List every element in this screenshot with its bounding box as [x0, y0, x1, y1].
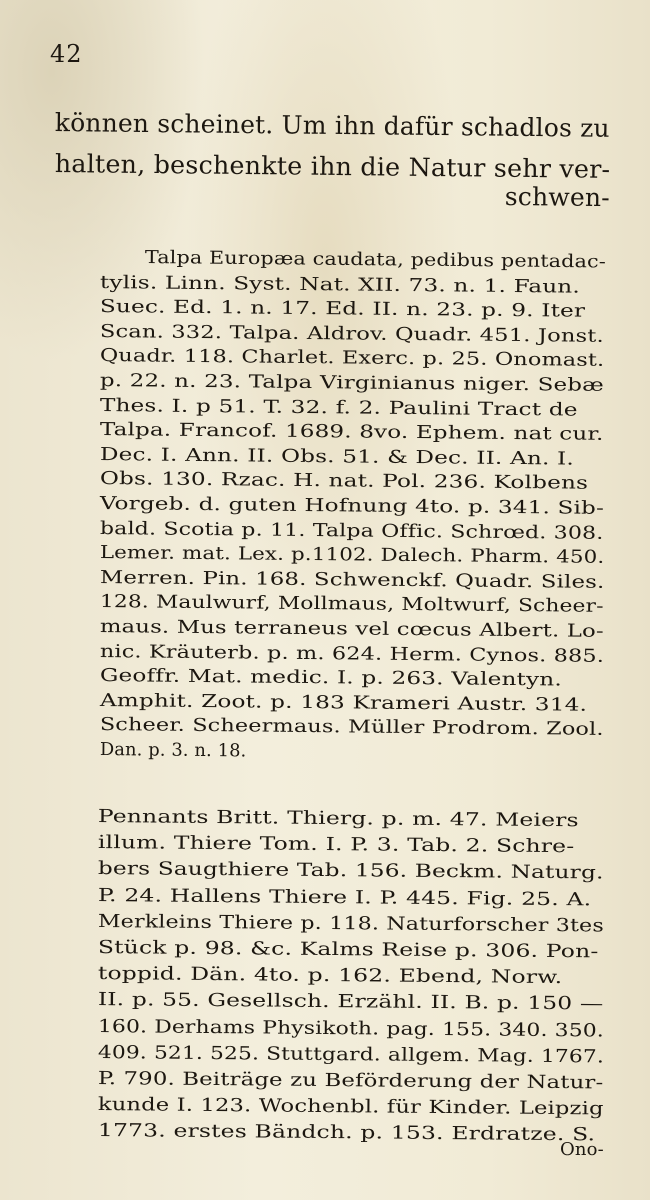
- main-text-line: können scheinet. Um ihn dafür schadlos zu: [54, 108, 610, 143]
- main-text-line: schwen-: [504, 182, 611, 213]
- footnote-line: Lemer. mat. Lex. p.1102. Dalech. Pharm. 450.: [99, 542, 605, 569]
- footnote-line: Vorgeb. d. guten Hofnung 4to. p. 341. Sib-: [99, 493, 605, 519]
- footnote-line: Obs. 130. Rzac. H. nat. Pol. 236. Kolbens: [99, 468, 589, 495]
- footnote-line: Merren. Pin. 168. Schwenckf. Quadr. Siles.: [99, 566, 605, 593]
- footnote-line: Scan. 332. Talpa. Aldrov. Quadr. 451. Jonst.: [99, 320, 605, 347]
- footnote-line: Scheer. Scheermaus. Müller Prodrom. Zool.: [99, 714, 604, 741]
- reference-line: Pennants Britt. Thierg. p. m. 47. Meiers: [97, 806, 579, 832]
- footnote-line: Dan. p. 3. n. 18.: [99, 739, 247, 762]
- footnote-line: 128. Maulwurf, Mollmaus, Moltwurf, Scheer-: [99, 591, 604, 618]
- footnote-line: Thes. I. p 51. T. 32. f. 2. Paulini Tract de: [99, 394, 578, 421]
- reference-line: Stück p. 98. &c. Kalms Reise p. 306. Pon-: [97, 937, 599, 963]
- footnote-line: Suec. Ed. 1. n. 17. Ed. II. n. 23. p. 9. Iter: [99, 296, 586, 322]
- reference-line: Merkleins Thiere p. 118. Naturforscher 3tes: [97, 910, 604, 937]
- reference-line: illum. Thiere Tom. I. P. 3. Tab. 2. Schre-: [97, 832, 575, 858]
- footnote-line: maus. Mus terraneus vel cœcus Albert. Lo-: [99, 616, 604, 642]
- reference-line: P. 790. Beiträge zu Beförderung der Natur-: [97, 1068, 604, 1094]
- footnote-line: tylis. Linn. Syst. Nat. XII. 73. n. 1. Faun.: [99, 271, 581, 298]
- reference-line: II. p. 55. Gesellsch. Erzähl. II. B. p. 150 —: [97, 989, 604, 1015]
- footnote-line: Quadr. 118. Charlet. Exerc. p. 25. Onomast.: [99, 345, 605, 372]
- footnote-line: nic. Kräuterb. p. m. 624. Herm. Cynos. 885.: [99, 640, 605, 667]
- reference-line: 160. Derhams Physikoth. pag. 155. 340. 350.: [97, 1015, 605, 1042]
- footnote-line: Talpa Europæa caudata, pedibus pentadac-: [144, 247, 607, 273]
- catchword: Ono-: [560, 1139, 604, 1160]
- reference-line: toppid. Dän. 4to. p. 162. Ebend, Norw.: [97, 963, 563, 989]
- reference-line: 1773. erstes Bändch. p. 153. Erdratze. S.: [97, 1120, 596, 1146]
- main-text-line: halten, beschenkte ihn die Natur sehr ver-: [54, 149, 611, 184]
- reference-line: P. 24. Hallens Thiere I. P. 445. Fig. 25. A.: [97, 884, 592, 910]
- footnote-line: bald. Scotia p. 11. Talpa Offic. Schrœd. 308.: [99, 517, 604, 544]
- footnote-line: Geoffr. Mat. medic. I. p. 263. Valentyn.: [99, 665, 563, 691]
- reference-line: kunde I. 123. Wochenbl. für Kinder. Leipzig: [97, 1094, 604, 1120]
- footnote-line: p. 22. n. 23. Talpa Virginianus niger. Sebæ: [99, 370, 605, 396]
- page-number: 42: [50, 40, 83, 68]
- footnote-line: Amphit. Zoot. p. 183 Krameri Austr. 314.: [99, 689, 588, 716]
- footnote-line: Talpa. Francof. 1689. 8vo. Ephem. nat cur.: [99, 419, 604, 446]
- reference-line: bers Saugthiere Tab. 156. Beckm. Naturg.: [97, 858, 604, 884]
- reference-line: 409. 521. 525. Stuttgard. allgem. Mag. 1767.: [97, 1041, 605, 1068]
- footnote-line: Dec. I. Ann. II. Obs. 51. & Dec. II. An. I.: [99, 443, 575, 470]
